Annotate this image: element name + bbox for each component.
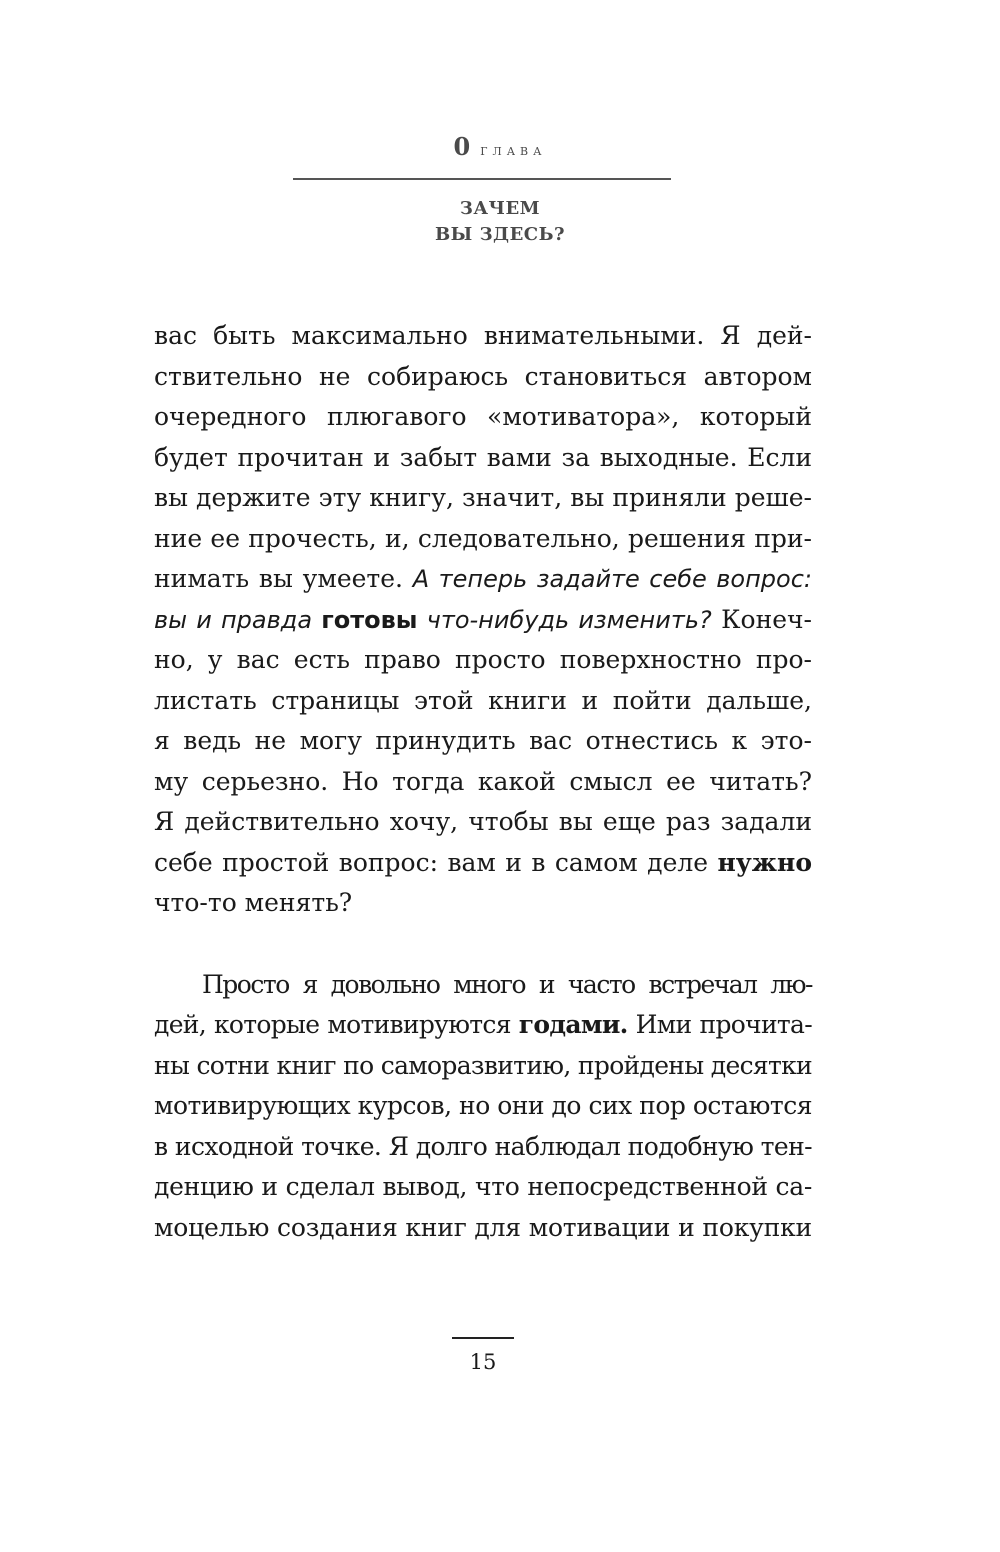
text-line: ствительно не собираюсь становиться автором [154, 361, 812, 391]
italic-question-run: А теперь задайте себе вопрос: [412, 565, 812, 593]
text-run: дей, которые мотивируются [154, 1010, 519, 1039]
emphasis-gotovy: готовы [321, 605, 418, 634]
text-line: ны сотни книг по саморазвитию, пройдены десятки [154, 1050, 812, 1080]
chapter-header [0, 132, 1000, 245]
italic-question-run: что-нибудь изменить? [417, 605, 712, 634]
text-run: Конеч- [711, 604, 813, 634]
text-run: нимать вы умеете. [154, 564, 413, 593]
text-line: вы держите эту книгу, значит, вы приняли реше- [154, 483, 812, 512]
paragraph-2 [154, 965, 812, 1249]
chapter-word: глава [480, 140, 547, 159]
chapter-number: 0 [453, 132, 471, 161]
text-line: будет прочитан и забыт вами за выходные. Если [154, 442, 812, 472]
text-line: денцию и сделал вывод, что непосредственной са- [154, 1172, 812, 1201]
chapter-title [0, 196, 1000, 248]
chapter-title-line-2: ВЫ ЗДЕСЬ? [434, 224, 566, 245]
emphasis-nuzhno: нужно [717, 847, 812, 877]
text-line: вас быть максимально внимательными. Я дей- [154, 321, 812, 350]
text-line [154, 1005, 812, 1046]
paragraph-gap [154, 924, 812, 965]
text-line: ние ее прочесть, и, следовательно, решения при- [154, 523, 812, 553]
text-line: что-то менять? [154, 888, 353, 917]
text-line [154, 843, 812, 884]
text-line [154, 600, 812, 641]
text-line: но, у вас есть право просто поверхностно про- [154, 645, 812, 674]
text-line: му серьезно. Но тогда какой смысл ее читать? [154, 766, 812, 796]
italic-question-run: вы и правда [154, 605, 322, 634]
text-line: мотивирующих курсов, но они до сих пор остаются [154, 1091, 812, 1120]
footer-divider [452, 1337, 514, 1339]
text-line: моцелью создания книг для мотивации и покупки [154, 1212, 812, 1242]
text-line: я ведь не могу принудить вас отнестись к это- [154, 726, 812, 755]
chapter-label [0, 132, 1000, 165]
text-line [154, 559, 812, 600]
text-line: очередного плюгавого «мотиватора», который [154, 402, 812, 431]
page-body [154, 316, 812, 1248]
text-run: Ими прочита- [627, 1010, 812, 1039]
header-divider [293, 178, 671, 180]
text-line: Я действительно хочу, чтобы вы еще раз задали [154, 807, 812, 836]
text-line: листать страницы этой книги и пойти дальше, [154, 685, 812, 715]
page-number: 15 [469, 1350, 497, 1374]
text-run: себе простой вопрос: вам и в самом деле [154, 847, 718, 877]
text-line: Просто я довольно много и часто встречал лю- [202, 969, 812, 999]
chapter-title-line-1: ЗАЧЕМ [459, 198, 541, 219]
paragraph-1 [154, 316, 812, 924]
emphasis-godami: годами. [518, 1010, 628, 1039]
text-line: в исходной точке. Я долго наблюдал подобную тен- [154, 1131, 812, 1161]
